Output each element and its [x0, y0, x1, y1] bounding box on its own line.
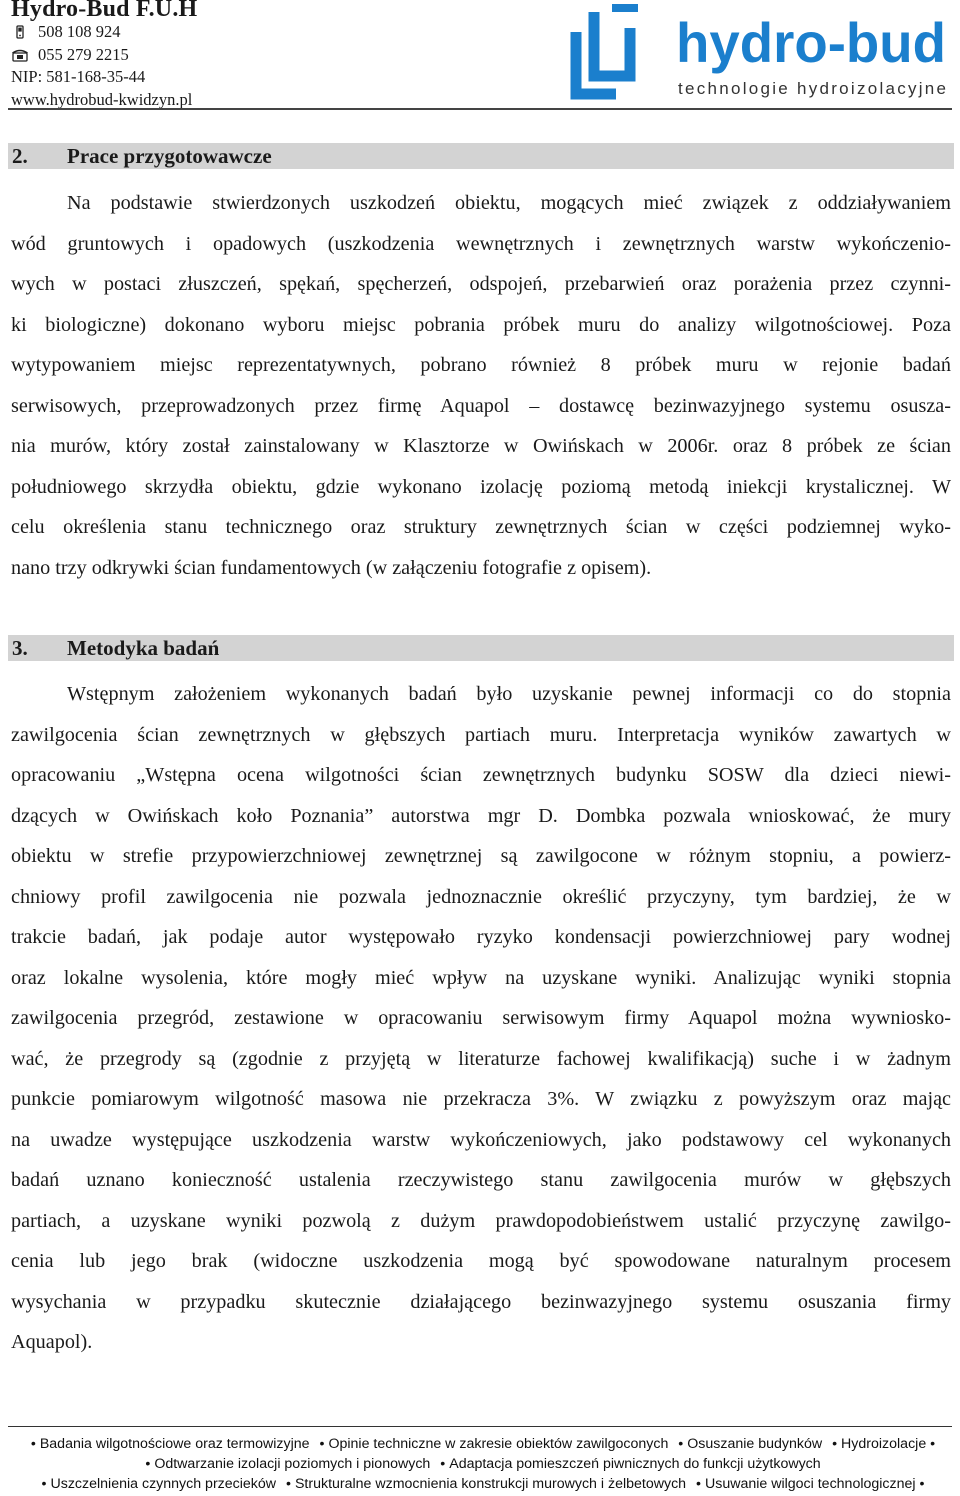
paragraph-line: obiektu w strefie przypowierzchniowej zewnętrznej są zawilgocone w różnym stopniu, a powierz- [11, 845, 951, 867]
footer-service: • Opinie techniczne w zakresie obiektów zawilgoconych [313, 1436, 668, 1452]
paragraph-line: zawilgocenia przegród, zestawione w opracowaniu serwisowym firmy Aquapol można wywniosko- [11, 1007, 951, 1029]
footer-service: • Uszczelnienia czynnych przecieków [36, 1476, 277, 1492]
footer-services-line-1 [0, 1436, 960, 1452]
footer-service: • Badania wilgotnościowe oraz termowizyjne [25, 1436, 310, 1452]
paragraph-line: nano trzy odkrywki ścian fundamentowych (w załączeniu fotografie z opisem). [11, 556, 652, 579]
nip-row [11, 66, 197, 89]
section-2-paragraph [11, 183, 951, 588]
paragraph-line: oraz lokalne wysolenia, które mogły mieć wpływ na uzyskane wyniki. Analizując wyniki stopnia [11, 966, 951, 989]
section-2-heading [8, 143, 954, 169]
logo-tagline: technologie hydroizolacyjne [678, 79, 946, 98]
telephone-icon [11, 48, 29, 62]
section-3-heading [8, 635, 954, 661]
footer-bullet-icon: • [915, 1476, 925, 1492]
paragraph-line: wać, że przegrody są (zgodnie z przyjętą w literaturze fachowej kwalifikacją) suche i w żadnym [11, 1047, 951, 1070]
mobile-phone-icon [11, 25, 29, 39]
paragraph-line: chniowy profil zawilgocenia nie pozwala jednoznacznie określić przyczyny, tym bardziej, że w [11, 885, 951, 908]
footer-service: • Adaptacja pomieszczeń piwnicznych do funkcji użytkowych [434, 1456, 820, 1472]
paragraph-line: zawilgocenia ścian zewnętrznych w głębszych partiach muru. Interpretacja wyników zawartych w [11, 723, 951, 746]
footer-service: • Odtwarzanie izolacji poziomych i pionowych [139, 1456, 430, 1472]
paragraph-line: wysychania w przypadku skutecznie działającego bezinwazyjnego systemu osuszania firmy [11, 1290, 951, 1313]
paragraph-line: partiach, a uzyskane wyniki pozwolą z dużym prawdopodobieństwem ustalić przyczynę zawilgo- [11, 1209, 951, 1232]
section-title: Metodyka badań [67, 636, 220, 660]
website-link[interactable]: www.hydrobud-kwidzyn.pl [11, 89, 193, 109]
paragraph-line: wytypowaniem miejsc reprezentatywnych, pobrano również 8 próbek muru w rejonie badań [11, 354, 951, 376]
paragraph-line: Wstępnym założeniem wykonanych badań było uzyskanie pewnej informacji co do stopnia [67, 683, 951, 705]
page-header [0, 0, 960, 112]
phone-row [11, 44, 197, 67]
footer-service: • Hydroizolacje [826, 1436, 926, 1452]
footer-bullet-icon: • [926, 1436, 936, 1452]
hydro-bud-logo [568, 2, 953, 102]
section-number: 2. [12, 144, 28, 168]
paragraph-line: południowego skrzydła obiektu, gdzie wykonano izolację poziomą metodą iniekcji krystalicznej. W [11, 475, 951, 498]
phone-number: 055 279 2215 [38, 44, 129, 64]
paragraph-line: wód gruntowych i opadowych (uszkodzenia wewnętrznych i zewnętrznych warstw wykończenio- [11, 232, 951, 255]
paragraph-line: serwisowych, przeprowadzonych przez firmę Aquapol – dostawcę bezinwazyjnego systemu osusza- [11, 394, 951, 417]
footer-divider [8, 1426, 952, 1427]
paragraph-line: ki biologiczne) dokonano wyboru miejsc pobrania próbek muru do analizy wilgotnościowej. Poza [11, 313, 951, 336]
nip-number: NIP: 581-168-35-44 [11, 67, 146, 86]
paragraph-line: Na podstawie stwierdzonych uszkodzeń obiektu, mogących mieć związek z oddziaływaniem [67, 192, 951, 214]
section-3-paragraph [11, 674, 951, 1363]
paragraph-line: punkcie pomiarowym wilgotność masowa nie przekracza 3%. W związku z powyższym oraz mając [11, 1088, 951, 1110]
footer-service: • Osuszanie budynków [672, 1436, 822, 1452]
footer-service: • Strukturalne wzmocnienia konstrukcji murowych i żelbetowych [280, 1476, 686, 1492]
section-number: 3. [12, 636, 28, 660]
company-name: Hydro-Bud F.U.H [11, 0, 198, 22]
footer-services-line-3 [0, 1476, 960, 1492]
header-divider [8, 108, 952, 110]
paragraph-line: dzących w Owińskach koło Poznania” autorstwa mgr D. Dombka pozwala wnioskować, że mury [11, 804, 951, 827]
mobile-row [11, 21, 197, 44]
paragraph-line: badań uznano konieczność ustalenia rzeczywistego stanu zawilgocenia murów w głębszych [11, 1169, 951, 1191]
logo-wordmark: hydro-bud [676, 11, 946, 74]
paragraph-line: Aquapol). [11, 1331, 93, 1353]
paragraph-line: trakcie badań, jak podaje autor występowało ryzyko kondensacji powierzchniowej pary wodnej [11, 926, 951, 948]
paragraph-line: celu określenia stanu technicznego oraz struktury zewnętrznych ścian w części podziemnej wyko- [11, 516, 951, 538]
company-info [11, 0, 197, 111]
section-title: Prace przygotowawcze [67, 144, 272, 168]
paragraph-line: nia murów, który został zainstalowany w Klasztorze w Owińskach w 2006r. oraz 8 próbek ze ścian [11, 435, 951, 457]
footer-services-line-2 [0, 1456, 960, 1472]
footer-service: • Usuwanie wilgoci technologicznej [690, 1476, 916, 1492]
paragraph-line: opracowaniu „Wstępna ocena wilgotności ścian zewnętrznych budynku SOSW dla dzieci niewi- [11, 764, 951, 786]
paragraph-line: cenia lub jego brak (widoczne uszkodzenia mogą być spowodowane naturalnym procesem [11, 1250, 951, 1272]
paragraph-line: na uwadze występujące uszkodzenia warstw wykończeniowych, jako podstawowy cel wykonanych [11, 1128, 951, 1151]
paragraph-line: wych w postaci złuszczeń, spękań, spęcherzeń, odspojeń, przebarwień oraz porażenia przez czynni- [11, 273, 951, 295]
logo-emblem-icon [576, 8, 638, 94]
mobile-number: 508 108 924 [38, 22, 121, 41]
